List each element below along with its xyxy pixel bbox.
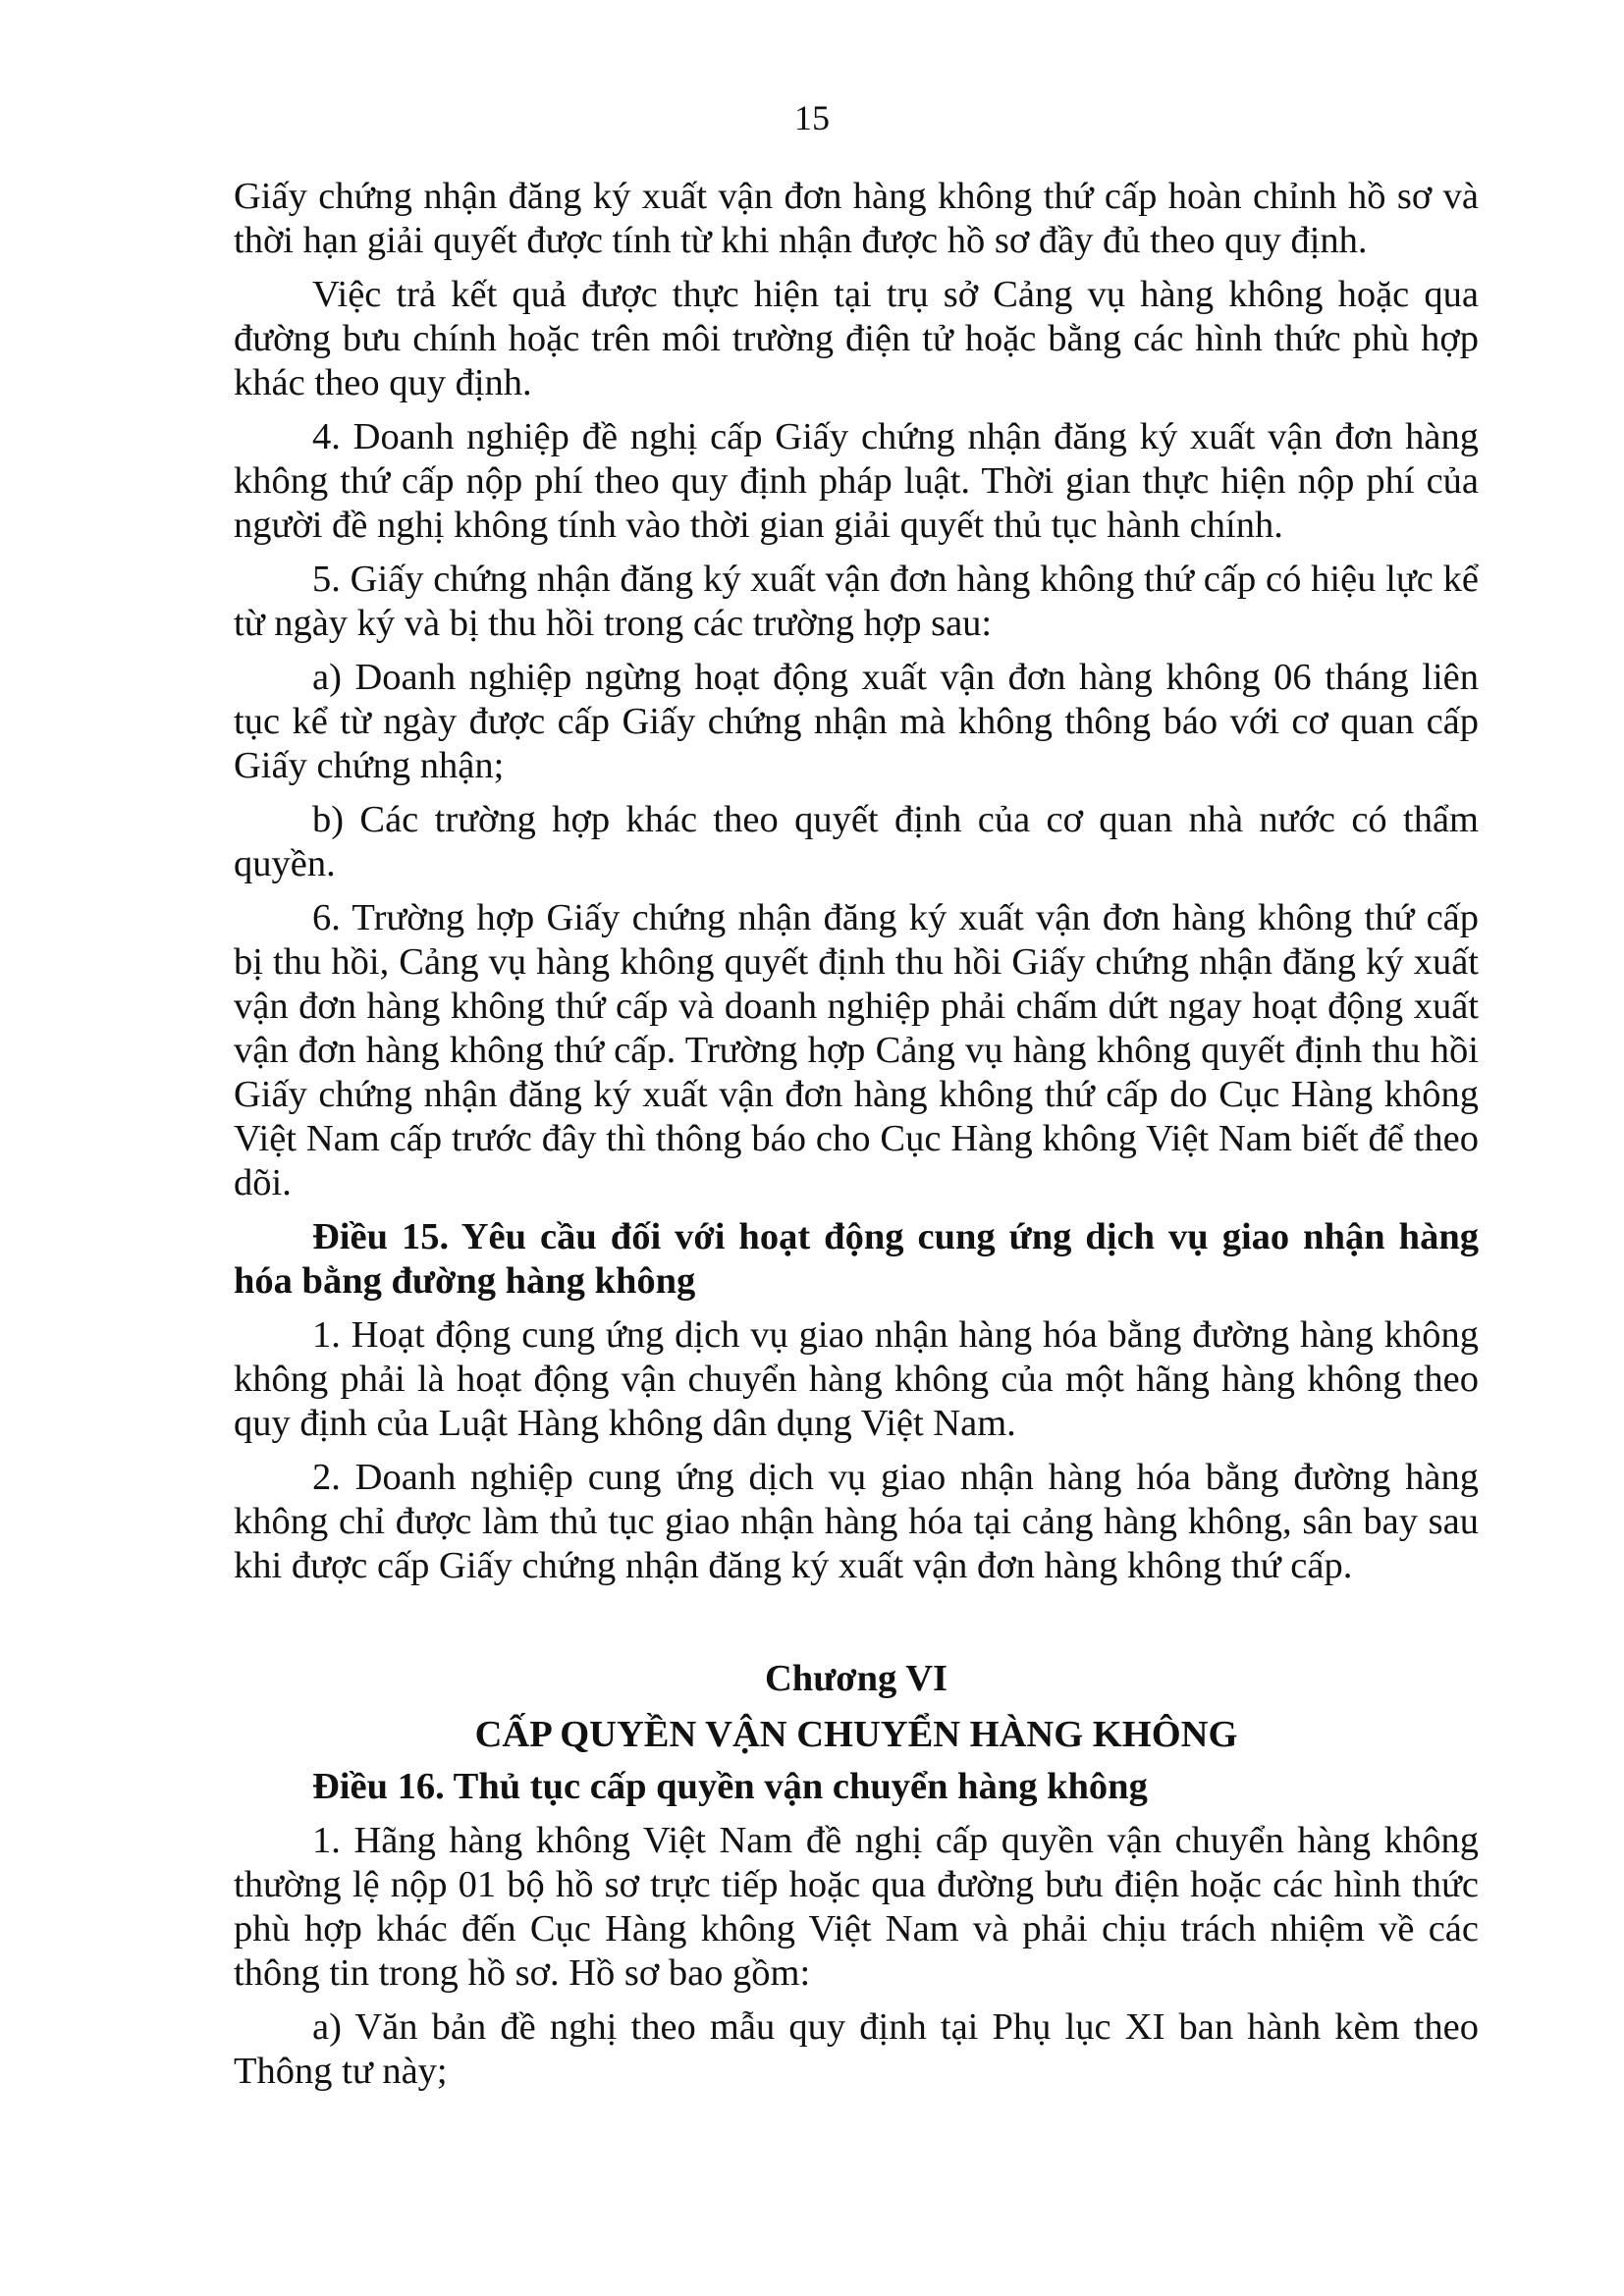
chapter-number: Chương VI	[764, 1658, 947, 1699]
article-16-clause-1a: a) Văn bản đề nghị theo mẫu quy định tại Phụ lục XI ban hành kèm theo Thông tư này;	[234, 2006, 1479, 2092]
article-16-heading: Điều 16. Thủ tục cấp quyền vận chuyển hàng không	[312, 1766, 1148, 1807]
paragraph-clause-5a: a) Doanh nghiệp ngừng hoạt động xuất vận đơn hàng không 06 tháng liên tục kể từ ngày được cấp Giấy chứng nhận mà không thông báo với cơ quan cấp Giấy chứng nhận;	[234, 657, 1479, 786]
article-15-clause-1: 1. Hoạt động cung ứng dịch vụ giao nhận hàng hóa bằng đường hàng không không phải là hoạt động vận chuyển hàng không của một hãng hàng không theo quy định của Luật Hàng không dân dụng Việt Nam.	[234, 1314, 1479, 1444]
page-number: 15	[794, 98, 830, 137]
paragraph-clause-5b: b) Các trường hợp khác theo quyết định của cơ quan nhà nước có thẩm quyền.	[234, 799, 1479, 884]
article-16-clause-1: 1. Hãng hàng không Việt Nam đề nghị cấp quyền vận chuyển hàng không thường lệ nộp 01 bộ hồ sơ trực tiếp hoặc qua đường bưu điện hoặc các hình thức phù hợp khác đến Cục Hàng không Việt Nam và phải chịu trách nhiệm về các thông tin trong hồ sơ. Hồ sơ bao gồm:	[234, 1820, 1479, 1994]
chapter-title: CẤP QUYỀN VẬN CHUYỂN HÀNG KHÔNG	[474, 1714, 1238, 1755]
paragraph-clause-4: 4. Doanh nghiệp đề nghị cấp Giấy chứng nhận đăng ký xuất vận đơn hàng không thứ cấp nộp phí theo quy định pháp luật. Thời gian thực hiện nộp phí của người đề nghị không tính vào thời gian giải quyết thủ tục hành chính.	[234, 416, 1479, 546]
section-spacer	[234, 1598, 1479, 1657]
paragraph-clause-5: 5. Giấy chứng nhận đăng ký xuất vận đơn hàng không thứ cấp có hiệu lực kể từ ngày ký và bị thu hồi trong các trường hợp sau:	[234, 559, 1479, 644]
article-15-clause-2: 2. Doanh nghiệp cung ứng dịch vụ giao nhận hàng hóa bằng đường hàng không chỉ được làm thủ tục giao nhận hàng hóa tại cảng hàng không, sân bay sau khi được cấp Giấy chứng nhận đăng ký xuất vận đơn hàng không thứ cấp.	[234, 1457, 1479, 1586]
paragraph-result-delivery: Việc trả kết quả được thực hiện tại trụ sở Cảng vụ hàng không hoặc qua đường bưu chính hoặc trên môi trường điện tử hoặc bằng các hình thức phù hợp khác theo quy định.	[234, 274, 1479, 403]
paragraph-clause-6: 6. Trường hợp Giấy chứng nhận đăng ký xuất vận đơn hàng không thứ cấp bị thu hồi, Cảng vụ hàng không quyết định thu hồi Giấy chứng nhận đăng ký xuất vận đơn hàng không thứ cấp và doanh nghiệp phải chấm dứt ngay hoạt động xuất vận đơn hàng không thứ cấp. Trường hợp Cảng vụ hàng không quyết định thu hồi Giấy chứng nhận đăng ký xuất vận đơn hàng không thứ cấp do Cục Hàng không Việt Nam cấp trước đây thì thông báo cho Cục Hàng không Việt Nam biết để theo dõi.	[234, 897, 1479, 1203]
article-15-heading: Điều 15. Yêu cầu đối với hoạt động cung ứng dịch vụ giao nhận hàng hóa bằng đường hàng không	[234, 1216, 1479, 1302]
document-body	[234, 175, 1479, 2104]
paragraph-continuation: Giấy chứng nhận đăng ký xuất vận đơn hàng không thứ cấp hoàn chỉnh hồ sơ và thời hạn giải quyết được tính từ khi nhận được hồ sơ đầy đủ theo quy định.	[234, 176, 1479, 261]
